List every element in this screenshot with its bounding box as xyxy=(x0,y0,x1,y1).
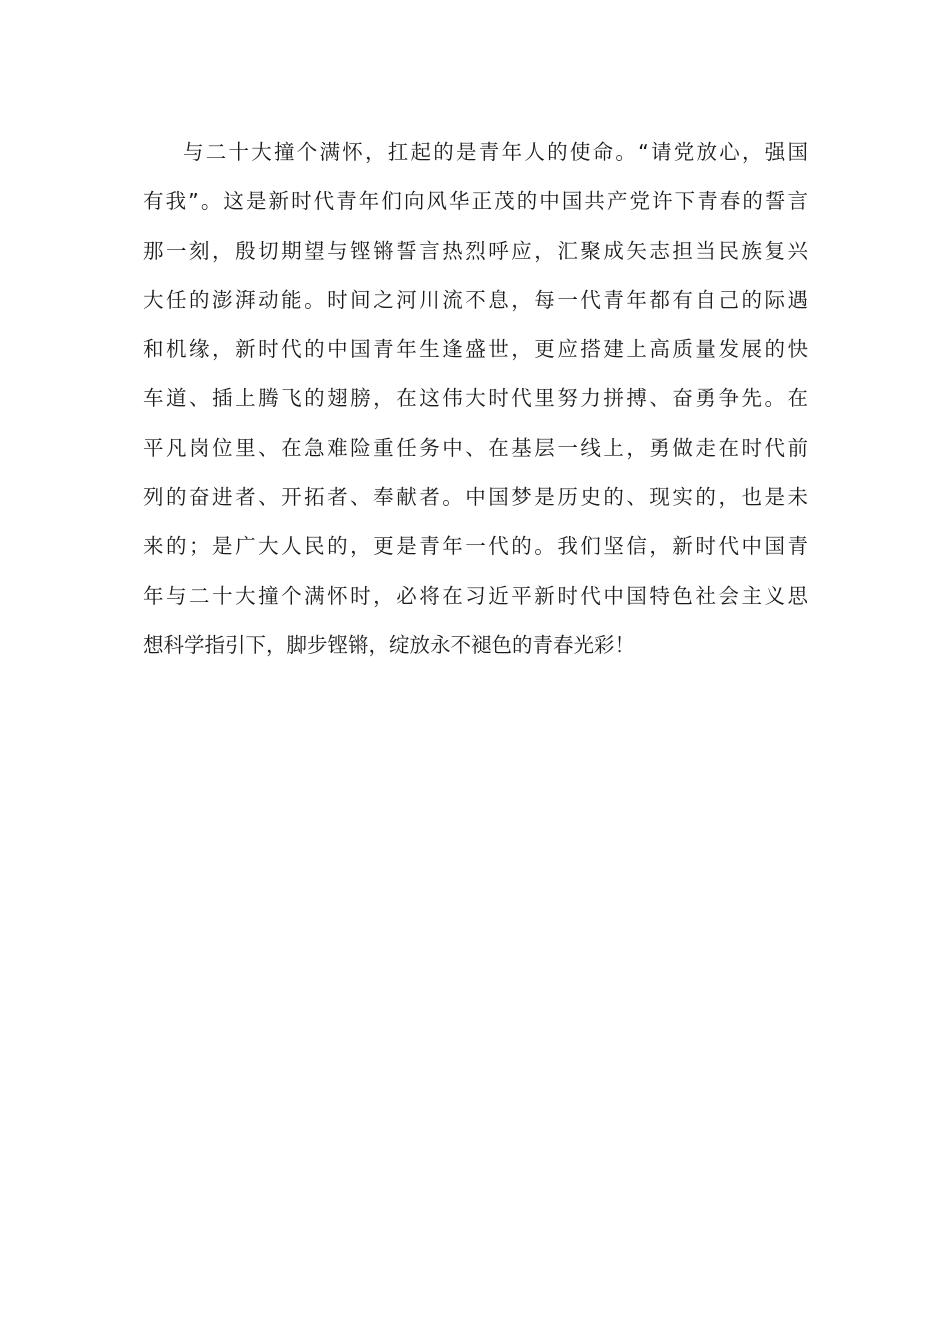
paragraph-line: 想科学指引下，脚步铿锵，绽放永不褪色的青春光彩！ xyxy=(143,632,635,657)
paragraph-line: 与二十大撞个满怀，扛起的是青年人的使命。“请党放心，强国 xyxy=(183,140,808,164)
paragraph-line: 那一刻，殷切期望与铿锵誓言热烈呼应，汇聚成矢志担当民族复兴 xyxy=(143,238,808,263)
paragraph-line: 大任的澎湃动能。时间之河川流不息，每一代青年都有自己的际遇 xyxy=(143,287,808,312)
paragraph-line: 来的；是广大人民的，更是青年一代的。我们坚信，新时代中国青 xyxy=(143,534,808,559)
paragraph-line: 平凡岗位里、在急难险重任务中、在基层一线上，勇做走在时代前 xyxy=(143,435,808,460)
paragraph-line: 列的奋进者、开拓者、奉献者。中国梦是历史的、现实的，也是未 xyxy=(143,485,808,510)
paragraph-line: 车道、插上腾飞的翅膀，在这伟大时代里努力拼搏、奋勇争先。在 xyxy=(143,386,808,411)
paragraph-line: 和机缘，新时代的中国青年生逢盛世，更应搭建上高质量发展的快 xyxy=(143,337,808,362)
paragraph-line: 有我”。这是新时代青年们向风华正茂的中国共产党许下青春的誓言 xyxy=(143,189,808,214)
paragraph-line: 年与二十大撞个满怀时，必将在习近平新时代中国特色社会主义思 xyxy=(143,583,808,608)
body-paragraph xyxy=(143,128,808,670)
